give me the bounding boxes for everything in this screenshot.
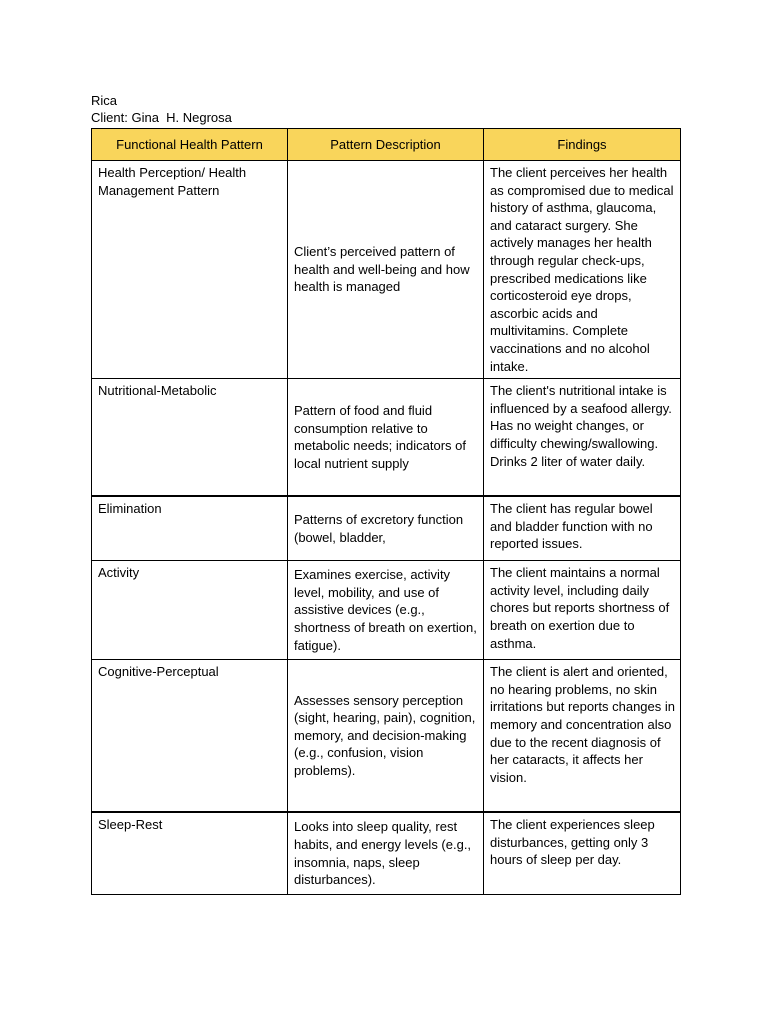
description-cell: Pattern of food and fluid consumption relative to metabolic needs; indicators of local nutrient supply [288,379,484,497]
description-cell: Assesses sensory perception (sight, hearing, pain), cognition, memory, and decision-making (e.g., confusion, vision problems). [288,660,484,813]
description-cell: Examines exercise, activity level, mobility, and use of assistive devices (e.g., shortness of breath on exertion, fatigue). [288,561,484,660]
table-row [92,161,681,379]
pattern-cell: Elimination [92,496,288,561]
pattern-cell: Cognitive-Perceptual [92,660,288,813]
column-header-pattern: Functional Health Pattern [92,129,288,161]
table-row [92,660,681,813]
column-header-findings: Findings [484,129,681,161]
pattern-cell: Health Perception/ Health Management Pattern [92,161,288,379]
pattern-cell: Sleep-Rest [92,812,288,895]
findings-cell: The client maintains a normal activity level, including daily chores but reports shortness of breath on exertion due to asthma. [484,561,681,660]
findings-cell: The client experiences sleep disturbances, getting only 3 hours of sleep per day. [484,812,681,895]
table-row [92,379,681,497]
pattern-cell: Activity [92,561,288,660]
description-cell: Client’s perceived pattern of health and well-being and how health is managed [288,161,484,379]
client-name: Client: Gina H. Negrosa [91,110,232,125]
functional-health-table [91,128,681,895]
table-row [92,812,681,895]
column-header-description: Pattern Description [288,129,484,161]
pattern-cell: Nutritional-Metabolic [92,379,288,497]
table-header-row [92,129,681,161]
table-row [92,496,681,561]
table-row [92,561,681,660]
findings-cell: The client perceives her health as compromised due to medical history of asthma, glaucoma, and cataract surgery. She actively manages her health through regular check-ups, prescribed medications like corticosteroid eye drops, ascorbic acids and multivitamins. Complete vaccinations and no alcohol intake. [484,161,681,379]
findings-cell: The client has regular bowel and bladder function with no reported issues. [484,496,681,561]
findings-cell: The client's nutritional intake is influenced by a seafood allergy. Has no weight changes, or difficulty chewing/swallowing. Drinks 2 liter of water daily. [484,379,681,497]
description-cell: Patterns of excretory function (bowel, bladder, [288,496,484,561]
findings-cell: The client is alert and oriented, no hearing problems, no skin irritations but reports changes in memory and concentration also due to the recent diagnosis of her cataracts, it affects her vision. [484,660,681,813]
student-name: Rica [91,93,118,108]
description-cell: Looks into sleep quality, rest habits, and energy levels (e.g., insomnia, naps, sleep disturbances). [288,812,484,895]
